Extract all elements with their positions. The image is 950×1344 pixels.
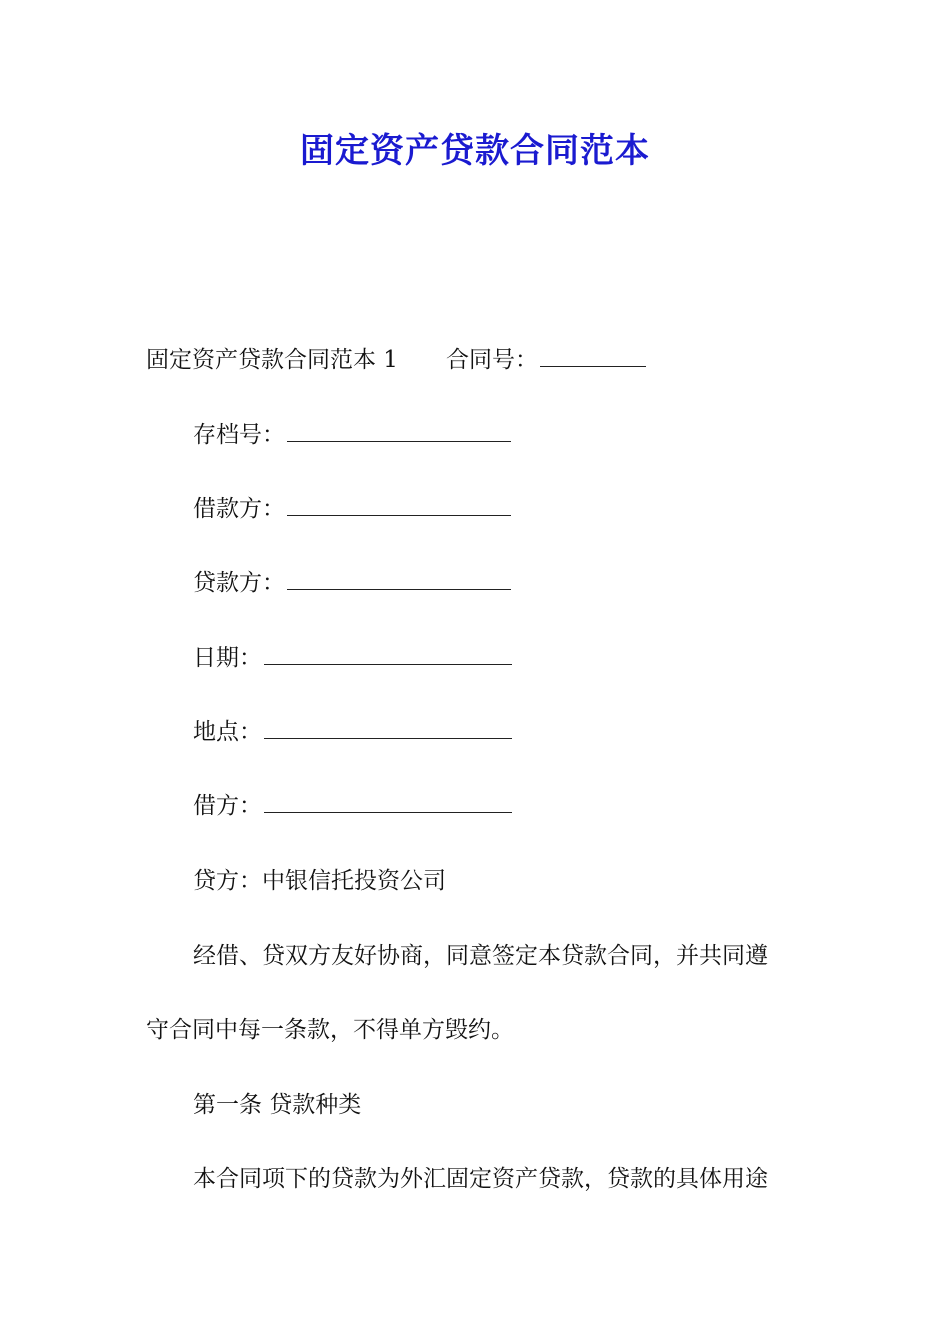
field-label: 借方： [193, 793, 262, 819]
field-label: 贷款方： [193, 570, 285, 596]
header-title: 固定资产贷款合同范本 1 [146, 347, 398, 373]
field-label: 地点： [193, 719, 262, 745]
paragraph-line: 本合同项下的贷款为外汇固定资产贷款，贷款的具体用途 [193, 1166, 768, 1192]
paragraph-line: 经借、贷双方友好协商，同意签定本贷款合同，并共同遵 [193, 943, 768, 969]
date-blank[interactable] [264, 642, 512, 665]
field-label: 借款方： [193, 496, 285, 522]
contract-no-label: 合同号： [445, 347, 538, 373]
paragraph-line: 守合同中每一条款，不得单方毁约。 [146, 1017, 514, 1043]
debtor-blank[interactable] [264, 790, 512, 813]
contract-no-blank[interactable] [540, 344, 646, 367]
lender-line: 贷方：中银信托投资公司 [193, 868, 446, 894]
place-blank[interactable] [264, 716, 512, 739]
archive-no-line [193, 419, 511, 451]
borrower-line [193, 493, 511, 525]
field-label: 日期： [193, 645, 262, 671]
article-heading: 第一条 贷款种类 [193, 1092, 362, 1118]
document-title: 固定资产贷款合同范本 [300, 131, 650, 171]
archive-no-blank[interactable] [287, 419, 511, 442]
date-line [193, 642, 512, 674]
lender-party-blank[interactable] [287, 567, 511, 590]
field-label: 存档号： [193, 422, 285, 448]
lender-party-line [193, 567, 511, 599]
borrower-blank[interactable] [287, 493, 511, 516]
debtor-line [193, 790, 512, 822]
header-line [146, 344, 646, 376]
place-line [193, 716, 512, 748]
